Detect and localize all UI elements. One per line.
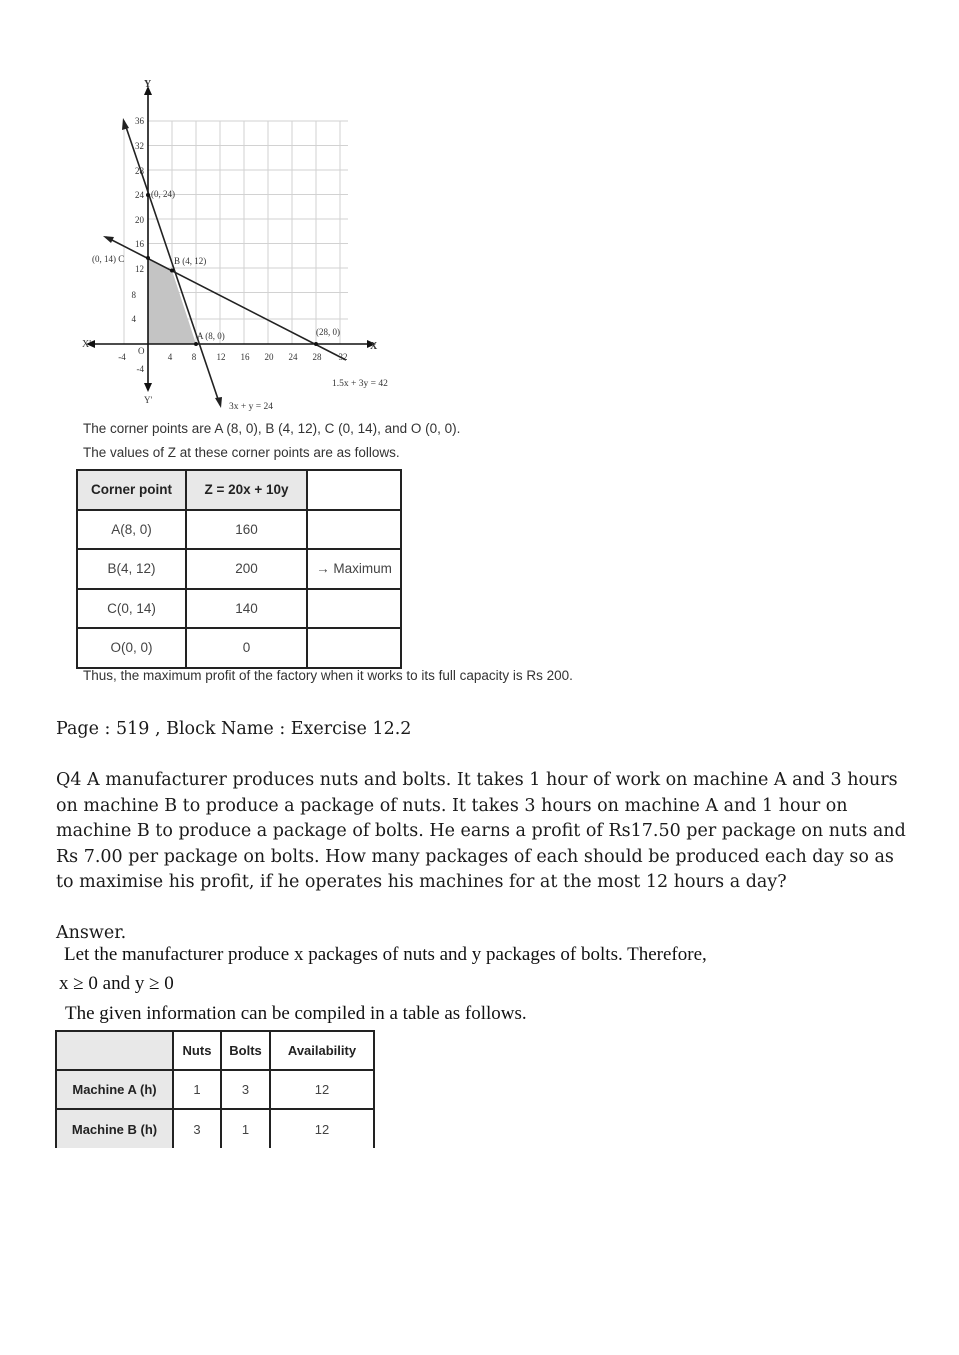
answer-line-1: Let the manufacturer produce x packages of nuts and y packages of bolts. Therefore, [64,944,707,965]
column-header-nuts: Nuts [173,1031,221,1070]
cell: 1 [173,1070,221,1109]
x-tick-labels [118,352,347,362]
cell: C(0, 14) [77,589,186,629]
y-tick: 32 [135,141,144,151]
cell: 3 [221,1070,270,1109]
cell: 12 [270,1109,374,1148]
table-row [77,510,401,550]
table-row [77,628,401,668]
cell [307,510,401,550]
point-28 [314,342,318,346]
table-row [77,589,401,629]
answer-line-3: The given information can be compiled in a table as follows. [65,1003,527,1024]
conclusion-text: Thus, the maximum profit of the factory when it works to its full capacity is Rs 200. [83,668,573,683]
question-text: Q4 A manufacturer produces nuts and bolts. It takes 1 hour of work on machine A and 3 hours on machine B to produce a package of nuts. It takes 3 hours on machine A and 1 hour on machine B to produce a package of bolts. He earns a profit of Rs17.50 per package on nuts and Rs 7.00 per package on bolts. How many packages of each should be produced each day so as to maximise his profit, if he operates his machines for at the most 12 hours a day? [56,770,906,892]
cell: A(8, 0) [77,510,186,550]
cell: 160 [186,510,307,550]
column-header-availability: Availability [270,1031,374,1070]
table-row [56,1109,374,1148]
point-labels [92,189,340,341]
point-c [146,256,150,260]
y-tick: 12 [135,264,144,274]
feasible-region-graph [76,76,406,416]
y-tick: 8 [131,290,136,300]
line-label-1: 1.5x + 3y = 42 [332,379,388,389]
page-info: Page : 519 , Block Name : Exercise 12.2 [56,719,412,739]
point-24 [146,193,150,197]
corner-points-text: The corner points are A (8, 0), B (4, 12), C (0, 14), and O (0, 0). [83,421,461,436]
x-axis-neg-label: X' [82,339,92,350]
row-header-machine-a: Machine A (h) [56,1070,173,1109]
table-row [77,549,401,589]
line-arrow-top [122,118,129,130]
y-tick: 20 [135,215,144,225]
cell: 140 [186,589,307,629]
table-header-row [56,1031,374,1070]
x-tick: 32 [338,352,348,362]
x-tick: 16 [240,352,250,362]
y-tick: 4 [131,314,136,324]
machine-hours-table [55,1030,375,1148]
y-axis-neg-label: Y' [144,395,153,405]
y-axis-arrow-down [144,383,152,392]
x-tick: 12 [216,352,226,362]
x-tick: 4 [167,352,173,362]
y-tick: -4 [136,364,144,374]
line-label-2: 3x + y = 24 [229,402,273,412]
cell: 0 [186,628,307,668]
point-a [194,342,198,346]
origin-label: O [138,346,145,356]
cell [307,589,401,629]
line-arrow-bottom [215,397,222,408]
table-header-row [77,470,401,510]
cell: → Maximum [307,549,401,589]
column-header-blank [56,1031,173,1070]
cell: 12 [270,1070,374,1109]
point-label-28: (28, 0) [316,327,340,337]
column-header-blank [307,470,401,510]
column-header-z: Z = 20x + 10y [186,470,307,510]
point-label-b: B (4, 12) [174,256,207,266]
cell: B(4, 12) [77,549,186,589]
x-tick: 28 [312,352,322,362]
column-header-bolts: Bolts [221,1031,270,1070]
cell: O(0, 0) [77,628,186,668]
y-tick: 16 [135,239,144,249]
point-b [170,269,174,273]
cell: 3 [173,1109,221,1148]
line-arrow-left [103,236,114,243]
x-axis-label: X [370,341,378,352]
point-label-c: (0, 14) C [92,254,125,264]
point-label-a: A (8, 0) [197,331,225,341]
answer-label: Answer. [56,923,127,943]
x-tick: -4 [118,352,126,362]
x-tick: 20 [264,352,274,362]
answer-line-2: x ≥ 0 and y ≥ 0 [59,973,174,994]
line-1-5x-plus-3y-42 [106,237,346,360]
x-tick: 8 [191,352,197,362]
y-tick: 28 [135,166,144,176]
row-header-machine-b: Machine B (h) [56,1109,173,1148]
table-row [56,1070,374,1109]
cell: 1 [221,1109,270,1148]
values-text: The values of Z at these corner points are as follows. [83,445,400,460]
point-label-24: (0, 24) [151,189,175,199]
y-tick: 24 [135,190,144,200]
cell: 200 [186,549,307,589]
y-axis-label: Y [144,79,152,90]
cell [307,628,401,668]
y-tick: 36 [135,116,144,126]
y-tick-labels [132,116,145,374]
x-tick: 24 [288,352,298,362]
corner-points-table [76,469,402,669]
column-header-corner-point: Corner point [77,470,186,510]
